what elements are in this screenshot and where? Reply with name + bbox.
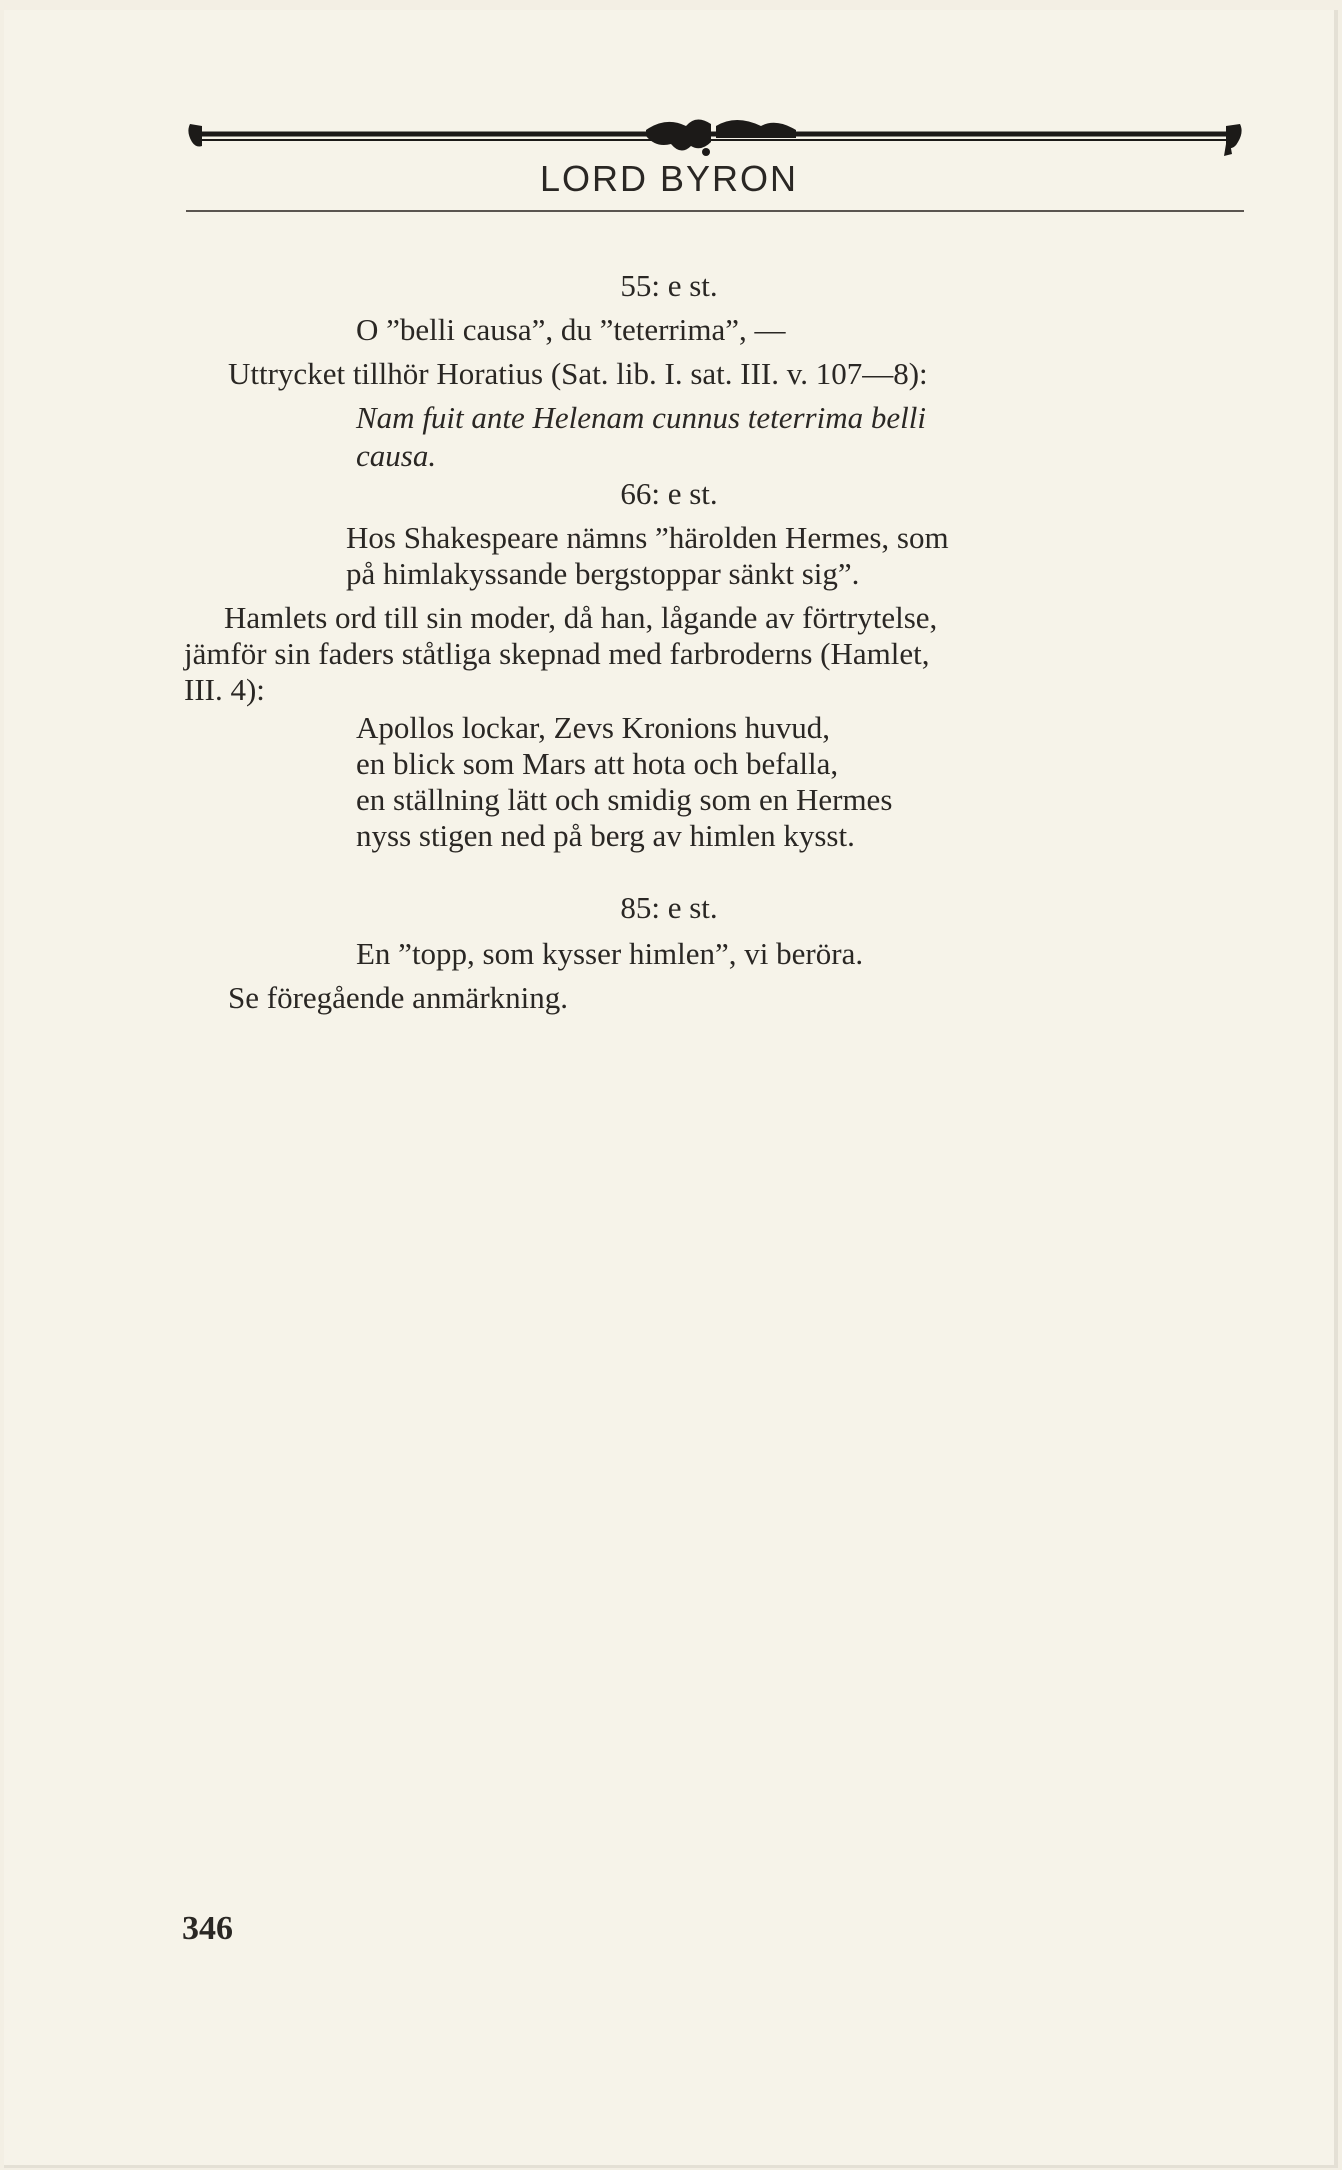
- citation-line: Nam fuit ante Helenam cunnus teterrima belli: [356, 400, 926, 435]
- explanation-line: III. 4):: [184, 672, 265, 707]
- header-rule: [186, 210, 1244, 212]
- stanza-label: 66: e st.: [620, 476, 718, 511]
- explanation-line: jämför sin faders ståtliga skepnad med farbroderns (Hamlet,: [184, 636, 930, 671]
- page-number: 346: [182, 1910, 233, 1947]
- verse-line: en ställning lätt och smidig som en Hermes: [356, 782, 893, 817]
- quote-line: Hos Shakespeare nämns ”härolden Hermes, som: [346, 520, 949, 555]
- explanation-line: Uttrycket tillhör Horatius (Sat. lib. I. sat. III. v. 107—8):: [228, 356, 928, 391]
- citation-line: causa.: [356, 438, 437, 473]
- quote-line: En ”topp, som kysser himlen”, vi beröra.: [356, 936, 864, 971]
- stanza-label: 85: e st.: [620, 890, 718, 925]
- stanza-label: 55: e st.: [620, 268, 718, 303]
- verse-line: nyss stigen ned på berg av himlen kysst.: [356, 818, 855, 853]
- verse-line: Apollos lockar, Zevs Kronions huvud,: [356, 710, 831, 745]
- quote-line: på himlakyssande bergstoppar sänkt sig”.: [346, 556, 860, 591]
- book-page: [4, 10, 1338, 2168]
- running-head: LORD BYRON: [539, 158, 799, 199]
- quote-line: O ”belli causa”, du ”teterrima”, —: [356, 312, 786, 347]
- verse-line: en blick som Mars att hota och befalla,: [356, 746, 839, 781]
- explanation-line: Se föregående anmärkning.: [228, 980, 569, 1015]
- explanation-line: Hamlets ord till sin moder, då han, lågande av förtrytelse,: [224, 600, 938, 635]
- ornamental-header-rule: [186, 112, 1244, 162]
